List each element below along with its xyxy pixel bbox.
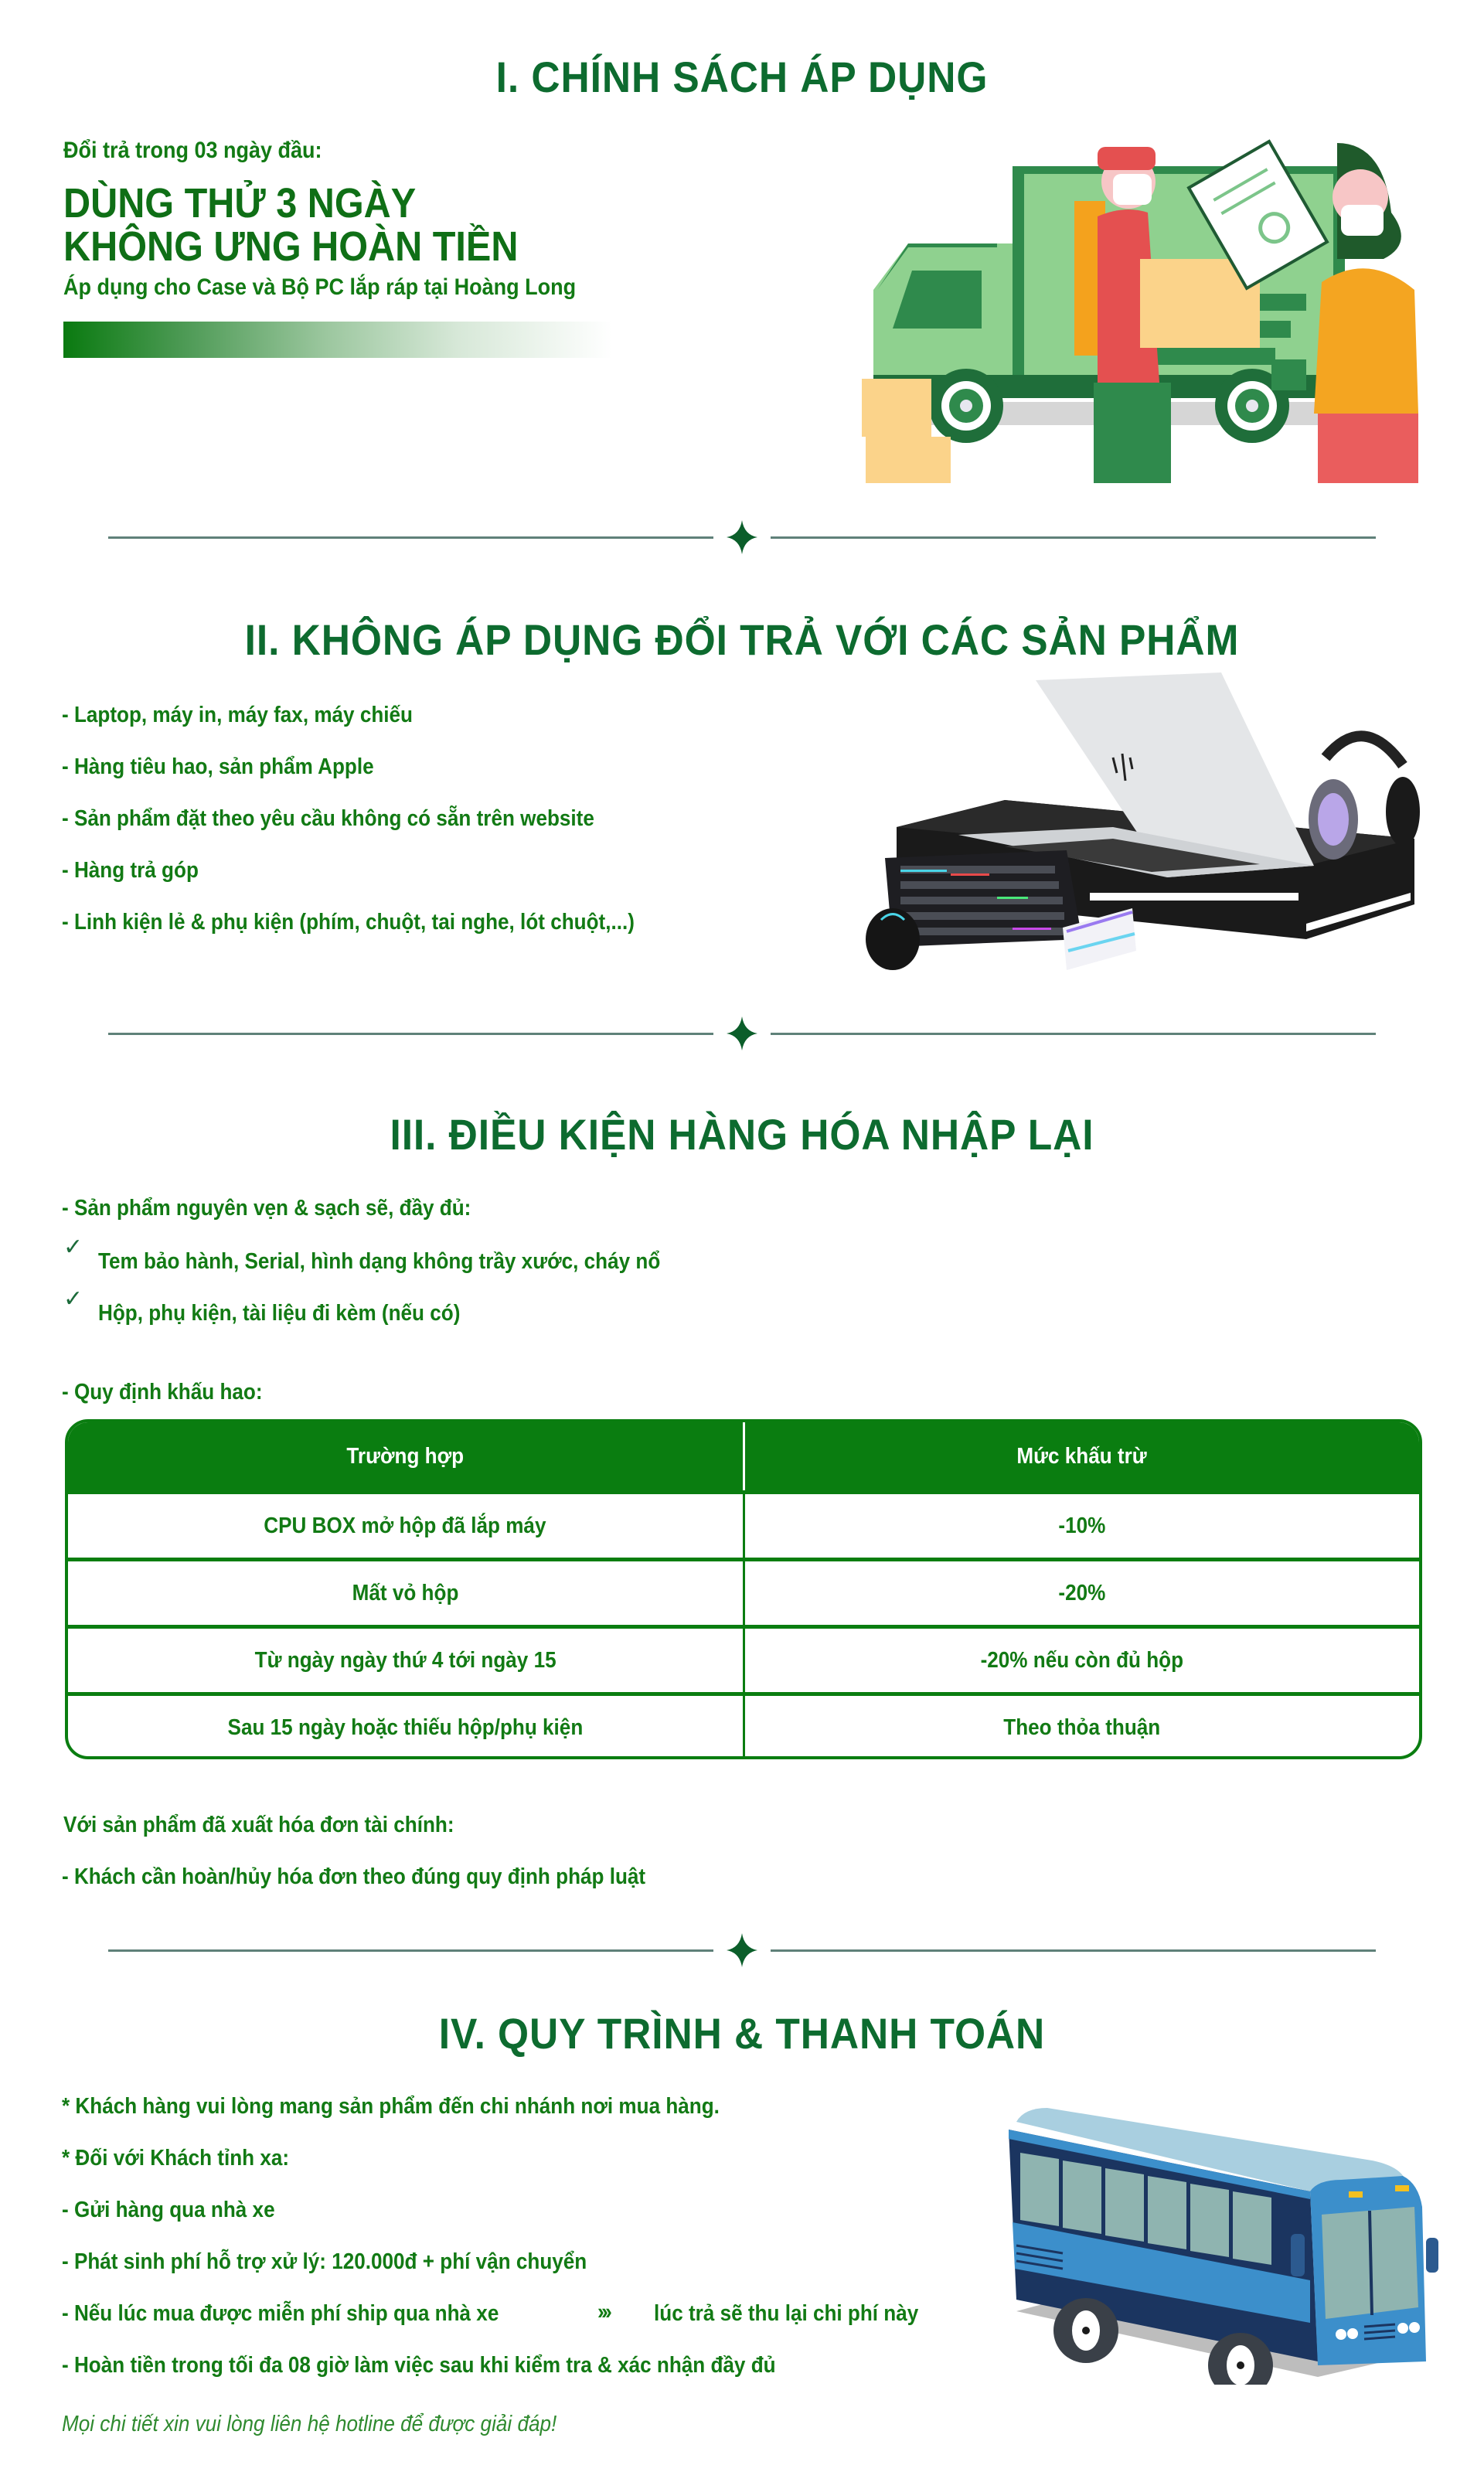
table-cell-deduction: -20% — [743, 1561, 1420, 1625]
table-cell-case: Mất vỏ hộp — [352, 1580, 459, 1605]
table-header-deduction: Mức khấu trừ — [743, 1422, 1420, 1490]
hero-note: Áp dụng cho Case và Bộ PC lắp ráp tại Hoàng Long — [63, 274, 577, 300]
condition-check-item: Tem bảo hành, Serial, hình dạng không trầy xước, cháy nổ — [98, 1249, 661, 1274]
table-row — [68, 1625, 1419, 1692]
excluded-item: - Sản phẩm đặt theo yêu cầu không có sẵn trên website — [62, 806, 594, 831]
table-row — [68, 1558, 1419, 1625]
hero-headline-line-1: DÙNG THỬ 3 NGÀY — [63, 180, 417, 226]
triple-chevron-icon: ››› — [597, 2300, 610, 2324]
process-item: * Đối với Khách tỉnh xa: — [62, 2146, 290, 2171]
table-cell-case: Từ ngày ngày thứ 4 tới ngày 15 — [254, 1647, 556, 1673]
table-cell-case: Sau 15 ngày hoặc thiếu hộp/phụ kiện — [227, 1714, 584, 1740]
products-illustration — [858, 672, 1430, 974]
section-3-title: III. ĐIỀU KIỆN HÀNG HÓA NHẬP LẠI — [390, 1110, 1094, 1159]
bus-illustration — [985, 2099, 1441, 2385]
section-2-title: II. KHÔNG ÁP DỤNG ĐỔI TRẢ VỚI CÁC SẢN PHẨM — [244, 615, 1240, 664]
process-item-ship-b: lúc trả sẽ thu lại chi phí này — [654, 2301, 919, 2326]
process-item: - Gửi hàng qua nhà xe — [62, 2198, 275, 2222]
table-row — [68, 1692, 1419, 1759]
checkmark-icon: ✓ — [63, 1234, 83, 1261]
table-cell-deduction: -20% nếu còn đủ hộp — [743, 1629, 1420, 1692]
invoice-heading: Với sản phẩm đã xuất hóa đơn tài chính: — [63, 1813, 454, 1837]
table-cell-case: CPU BOX mở hộp đã lắp máy — [264, 1513, 546, 1538]
depreciation-heading: - Quy định khấu hao: — [62, 1380, 263, 1405]
condition-heading: - Sản phẩm nguyên vẹn & sạch sẽ, đầy đủ: — [62, 1196, 471, 1221]
depreciation-table — [65, 1419, 1422, 1759]
hero-subtitle: Đổi trả trong 03 ngày đầu: — [63, 138, 322, 163]
section-1-title: I. CHÍNH SÁCH ÁP DỤNG — [495, 53, 989, 101]
sparkle-star-icon — [727, 1016, 757, 1050]
table-header-case: Trường hợp — [346, 1443, 465, 1469]
section-divider — [108, 520, 1376, 554]
excluded-item: - Linh kiện lẻ & phụ kiện (phím, chuột, tai nghe, lót chuột,...) — [62, 910, 635, 935]
refund-item: - Hoàn tiền trong tối đa 08 giờ làm việc sau khi kiểm tra & xác nhận đầy đủ — [62, 2353, 776, 2378]
hero-headline-line-2: KHÔNG ƯNG HOÀN TIỀN — [63, 223, 519, 270]
hero-gradient-bar — [63, 322, 612, 358]
process-item: * Khách hàng vui lòng mang sản phẩm đến chi nhánh nơi mua hàng. — [62, 2094, 720, 2119]
process-item: - Phát sinh phí hỗ trợ xử lý: 120.000đ + phí vận chuyển — [62, 2249, 587, 2274]
delivery-illustration — [842, 128, 1430, 483]
section-divider — [108, 1933, 1376, 1967]
excluded-item: - Hàng trả góp — [62, 858, 199, 883]
excluded-item: - Hàng tiêu hao, sản phẩm Apple — [62, 754, 374, 779]
condition-check-item: Hộp, phụ kiện, tài liệu đi kèm (nếu có) — [98, 1301, 461, 1326]
hotline-note: Mọi chi tiết xin vui lòng liên hệ hotline để được giải đáp! — [62, 2412, 557, 2436]
table-cell-deduction: Theo thỏa thuận — [743, 1696, 1420, 1759]
checkmark-icon: ✓ — [63, 1285, 83, 1313]
excluded-item: - Laptop, máy in, máy fax, máy chiếu — [62, 703, 413, 727]
table-row — [68, 1490, 1419, 1558]
sparkle-star-icon — [727, 520, 757, 554]
sparkle-star-icon — [727, 1933, 757, 1967]
table-cell-deduction: -10% — [743, 1494, 1420, 1558]
table-header-row — [68, 1422, 1419, 1490]
section-4-title: IV. QUY TRÌNH & THANH TOÁN — [438, 2009, 1046, 2058]
process-item-ship-a: - Nếu lúc mua được miễn phí ship qua nhà xe — [62, 2301, 499, 2326]
invoice-note: - Khách cần hoàn/hủy hóa đơn theo đúng quy định pháp luật — [62, 1864, 646, 1889]
section-divider — [108, 1016, 1376, 1050]
